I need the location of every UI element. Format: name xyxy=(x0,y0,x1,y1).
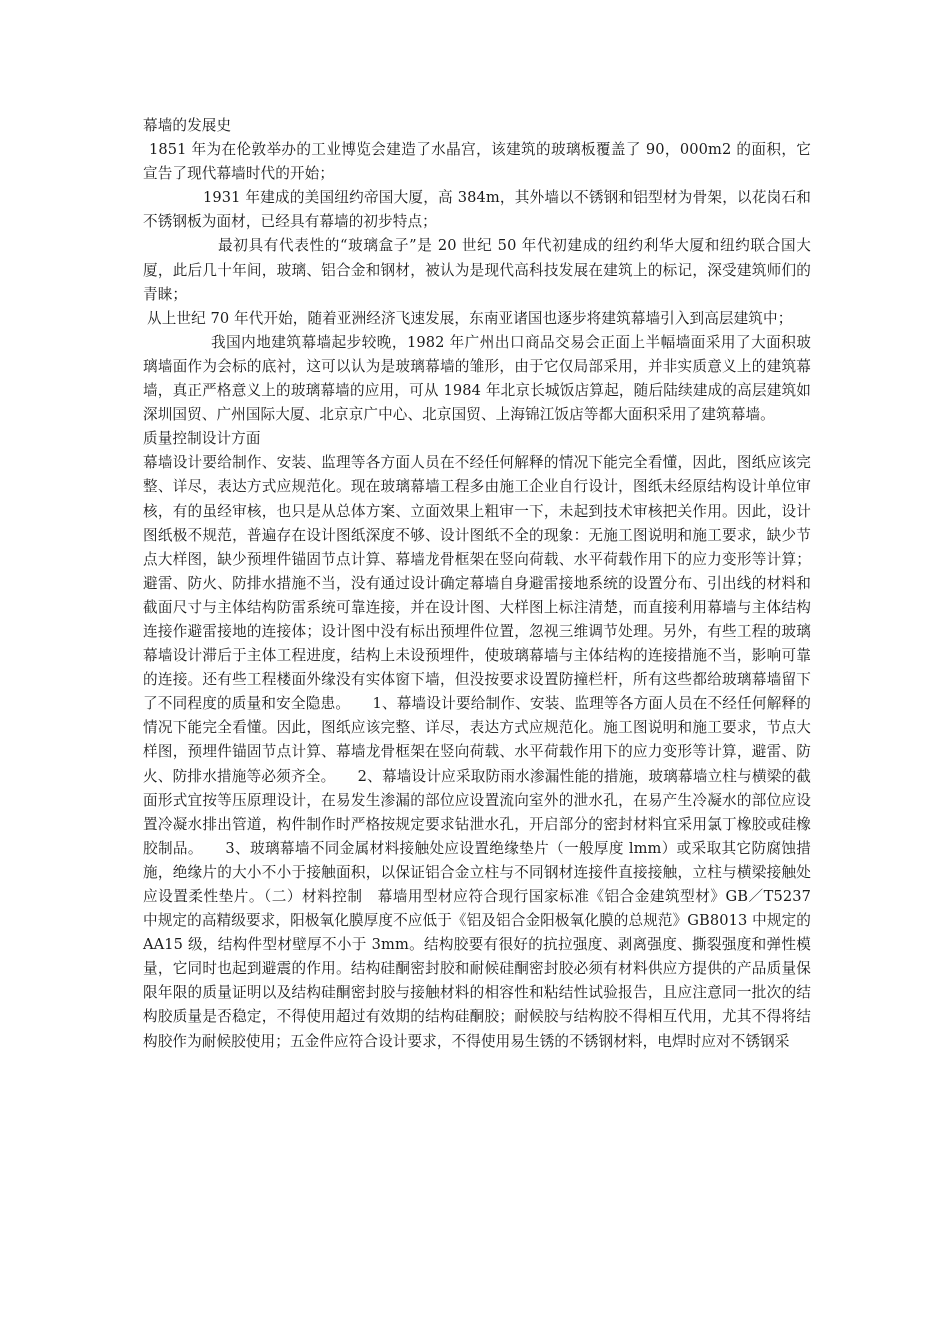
document-body xyxy=(143,114,811,1054)
document-title: 幕墙的发展史 xyxy=(143,117,232,134)
section-heading: 质量控制设计方面 xyxy=(143,430,261,448)
paragraph-crystal-palace: 1851 年为在伦敦举办的工业博览会建造了水晶宫，该建筑的玻璃板覆盖了 90，000m2 的面积，它宣告了现代幕墙时代的开始； xyxy=(143,141,811,183)
paragraph-glass-box: 最初具有代表性的“玻璃盒子”是 20 世纪 50 年代初建成的纽约利华大厦和纽约联合国大厦，此后几十年间，玻璃、铝合金和钢材，被认为是现代高科技发展在建筑上的标记，深受建筑师们的青睐； xyxy=(143,237,811,303)
paragraph-china: 我国内地建筑幕墙起步较晚，1982 年广州出口商品交易会正面上半幅墙面采用了大面积玻璃墙面作为会标的底衬，这可以认为是玻璃幕墙的雏形，由于它仅局部采用，并非实质意义上的建筑幕墙，真正严格意义上的玻璃幕墙的应用，可从 1984 年北京长城饭店算起，随后陆续建成的高层建筑如深圳国贸、广州国际大厦、北京京广中心、北京国贸、上海锦江饭店等都大面积采用了建筑幕墙。 xyxy=(143,333,811,424)
paragraph-asia: 从上世纪 70 年代开始，随着亚洲经济飞速发展，东南亚诸国也逐步将建筑幕墙引入到高层建筑中； xyxy=(147,309,793,327)
paragraph-quality-control: 幕墙设计要给制作、安装、监理等各方面人员在不经任何解释的情况下能完全看懂，因此，图纸应该完整、详尽，表达方式应规范化。现在玻璃幕墙工程多由施工企业自行设计，图纸未经原结构设计单位审核，有的虽经审核，也只是从总体方案、立面效果上粗审一下，未起到技术审核把关作用。因此，设计图纸极不规范，普遍存在设计图纸深度不够、设计图纸不全的现象：无施工图说明和施工要求，缺少节点大样图，缺少预埋件锚固节点计算、幕墙龙骨框架在竖向荷载、水平荷载作用下的应力变形等计算；避雷、防火、防排水措施不当，没有通过设计确定幕墙自身避雷接地系统的设置分布、引出线的材料和截面尺寸与主体结构防雷系统可靠连接，并在设计图、大样图上标注清楚，而直接利用幕墙与主体结构连接作避雷接地的连接体；设计图中没有标出预埋件位置，忽视三维调节处理。另外，有些工程的玻璃幕墙设计滞后于主体工程进度，结构上未设预埋件，使玻璃幕墙与主体结构的连接措施不当，影响可靠的连接。还有些工程楼面外缘没有实体窗下墙，但没按要求设置防撞栏杆，所有这些都给玻璃幕墙留下了不同程度的质量和安全隐患。 1、幕墙设计要给制作、安装、监理等各方面人员在不经任何解释的情况下能完全看懂。因此，图纸应该完整、详尽，表达方式应规范化。施工图说明和施工要求，节点大样图，预埋件锚固节点计算、幕墙龙骨框架在竖向荷载、水平荷载作用下的应力变形等计算，避雷、防火、防排水措施等必须齐全。 2、幕墙设计应采取防雨水渗漏性能的措施，玻璃幕墙立柱与横梁的截面形式宜按等压原理设计，在易发生渗漏的部位应设置流向室外的泄水孔，在易产生冷凝水的部位应设置冷凝水排出管道，构件制作时严格按规定要求钻泄水孔，开启部分的密封材料宜采用氯丁橡胶或硅橡胶制品。 3、玻璃幕墙不同金属材料接触处应设置绝缘垫片（一般厚度 lmm）或采取其它防腐蚀措施，绝缘片的大小不小于接触面积，以保证铝合金立柱与不同钢材连接件直接接触，立柱与横梁接触处应设置柔性垫片。（二）材料控制 幕墙用型材应符合现行国家标准《铝合金建筑型材》GB／T5237 中规定的高精级要求，阳极氧化膜厚度不应低于《铝及铝合金阳极氧化膜的总规范》GB8013 中规定的 AA15 级，结构件型材壁厚不小于 3mm。结构胶要有很好的抗拉强度、剥离强度、撕裂强度和弹性模量，它同时也起到避震的作用。结构硅酮密封胶和耐候硅酮密封胶必须有材料供应方提供的产品质量保限年限的质量证明以及结构硅酮密封胶与接触材料的相容性和粘结性试验报告，且应注意同一批次的结构胶质量是否稳定，不得使用超过有效期的结构硅酮胶；耐候胶与结构胶不得相互代用，尤其不得将结构胶作为耐候胶使用；五金件应符合设计要求，不得使用易生锈的不锈钢材料，电焊时应对不锈钢采 xyxy=(143,454,811,1050)
paragraph-empire-state: 1931 年建成的美国纽约帝国大厦，高 384m，其外墙以不锈钢和铝型材为骨架，以花岗石和不锈钢板为面材，已经具有幕墙的初步特点； xyxy=(143,189,811,231)
